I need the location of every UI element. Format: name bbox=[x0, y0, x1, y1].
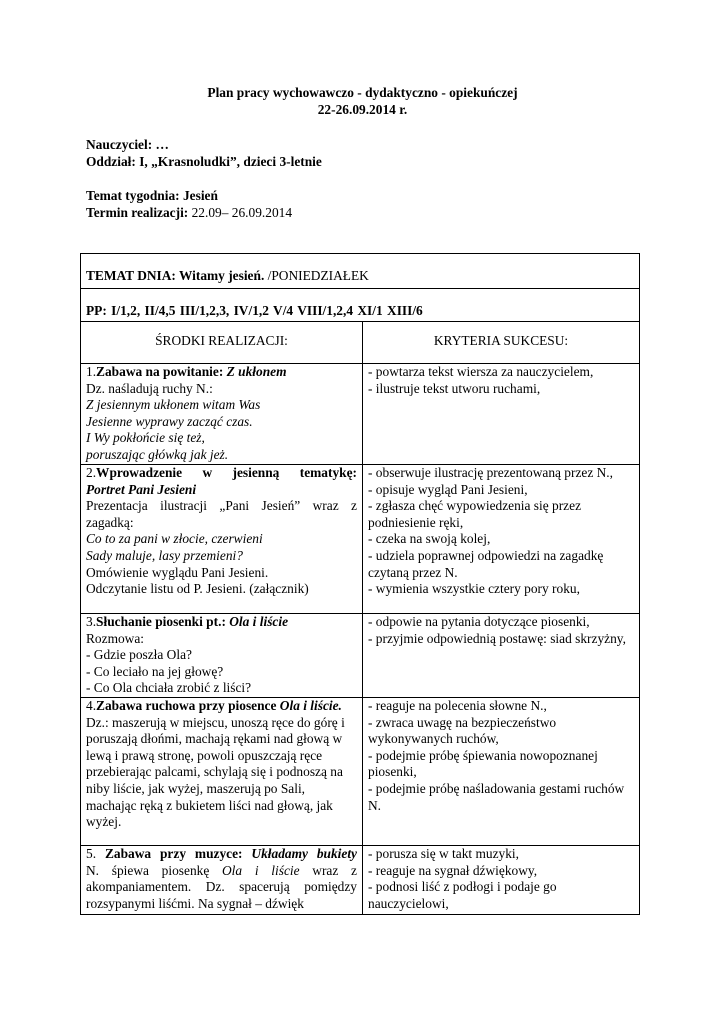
criterion: - podnosi liść z podłogi i podaje go nauczycielowi, bbox=[368, 879, 557, 911]
activity-title-italic: Ola i liście. bbox=[279, 698, 342, 713]
criterion: - powtarza tekst wiersza za nauczycielem, bbox=[368, 364, 594, 379]
poem-line: I Wy pokłońcie się też, bbox=[86, 430, 205, 446]
criterion: - reaguje na sygnał dźwiękowy, bbox=[368, 862, 538, 878]
activity-text: - Co leciało na jej głowę? bbox=[86, 663, 224, 679]
activity-title: Zabawa przy muzyce: bbox=[104, 846, 252, 861]
activity-text: - Gdzie poszła Ola? bbox=[86, 647, 192, 663]
table-row bbox=[81, 465, 640, 614]
table-row bbox=[81, 364, 640, 465]
activity-text: Dz.: maszerują w miejscu, unoszą ręce do górę i poruszają dłońmi, machają rękami nad głową w lewą i prawą stronę, powoli opuszczają ręce przebierając palcami, schylają się i podnoszą na niby liście, jak wyżej, maszerują po Sali, machając ręką z bukietem liści nad głową, jak wyżej. bbox=[86, 714, 345, 830]
activity-title: Wprowadzenie w jesienną tematykę: bbox=[96, 465, 357, 480]
term-line bbox=[86, 205, 292, 221]
term-value: 22.09– 26.09.2014 bbox=[188, 205, 293, 220]
poem-line: Sady maluje, lasy przemieni? bbox=[86, 547, 243, 563]
activity-text: - Co Ola chciała zrobić z liści? bbox=[86, 680, 252, 696]
week-topic: Temat tygodnia: Jesień bbox=[86, 188, 218, 203]
col-header-means: ŚRODKI REALIZACJI: bbox=[81, 322, 363, 364]
plan-table bbox=[80, 253, 640, 915]
criterion: - reaguje na polecenia słowne N., bbox=[368, 698, 547, 713]
activity-text-part: N. śpiewa piosenkę bbox=[86, 862, 223, 878]
col-header-criteria: KRYTERIA SUKCESU: bbox=[363, 322, 640, 364]
term-label: Termin realizacji: bbox=[86, 205, 189, 220]
criterion: - odpowie na pytania dotyczące piosenki, bbox=[368, 614, 590, 629]
activity-title-italic: Układamy bukiety bbox=[251, 846, 358, 861]
means-cell bbox=[81, 698, 363, 846]
activity-title-italic: Z ukłonem bbox=[226, 364, 287, 379]
pp-row bbox=[81, 289, 640, 322]
table-row bbox=[81, 614, 640, 698]
row-number: 3. bbox=[86, 614, 97, 629]
song-title: Ola i liście bbox=[222, 862, 300, 878]
day-topic-value: /PONIEDZIAŁEK bbox=[264, 268, 369, 283]
row-number: 4. bbox=[86, 698, 97, 713]
means-cell bbox=[81, 364, 363, 465]
poem-line: poruszając główką jak jeż. bbox=[86, 446, 229, 462]
day-topic-cell bbox=[81, 254, 640, 289]
plan-title: Plan pracy wychowawczo - dydaktyczno - opiekuńczej bbox=[207, 85, 518, 100]
means-cell bbox=[81, 846, 363, 915]
activity-text: Prezentacja ilustracji „Pani Jesień” wraz z bbox=[86, 498, 357, 514]
pp-cell: PP: I/1,2, II/4,5 III/1,2,3, IV/1,2 V/4 VIII/1,2,4 XI/1 XIII/6 bbox=[81, 289, 640, 322]
activity-text: Rozmowa: bbox=[86, 630, 145, 646]
criterion: - czeka na swoją kolej, bbox=[368, 531, 491, 547]
criteria-cell bbox=[363, 698, 640, 846]
activity-text bbox=[86, 863, 357, 913]
plan-date: 22-26.09.2014 r. bbox=[317, 102, 408, 117]
row-number: 1. bbox=[86, 364, 97, 379]
column-header-row bbox=[81, 322, 640, 364]
criterion: - podejmie próbę śpiewania nowopoznanej piosenki, bbox=[368, 747, 598, 780]
row-number: 5. bbox=[86, 846, 105, 861]
activity-text-part: wraz z akompaniamentem. Dz. spacerują pomiędzy rozsypanymi liśćmi. Na sygnał – dźwięk bbox=[86, 862, 357, 911]
poem-line: Co to za pani w złocie, czerwieni bbox=[86, 531, 263, 547]
criterion: - wymienia wszystkie cztery pory roku, bbox=[368, 581, 580, 597]
row-number: 2. bbox=[86, 465, 97, 480]
activity-text: Omówienie wyglądu Pani Jesieni. bbox=[86, 564, 269, 580]
activity-text: Dz. naśladują ruchy N.: bbox=[86, 380, 213, 396]
means-cell bbox=[81, 465, 363, 614]
activity-title: Zabawa na powitanie: bbox=[96, 364, 227, 379]
table-row bbox=[81, 698, 640, 846]
poem-line: Z jesiennym ukłonem witam Was bbox=[86, 397, 261, 413]
criteria-cell bbox=[363, 614, 640, 698]
group-line: Oddział: I, „Krasnoludki”, dzieci 3-letnie bbox=[86, 154, 322, 169]
criterion: - opisuje wygląd Pani Jesieni, bbox=[368, 481, 528, 497]
criterion: - obserwuje ilustrację prezentowaną przez N., bbox=[368, 465, 614, 480]
criteria-cell bbox=[363, 846, 640, 915]
criteria-cell bbox=[363, 465, 640, 614]
day-topic-row bbox=[81, 254, 640, 289]
criterion: - podejmie próbę naśladowania gestami ruchów N. bbox=[368, 780, 625, 813]
table-row bbox=[81, 846, 640, 915]
criterion: - przyjmie odpowiednią postawę: siad skrzyżny, bbox=[368, 630, 626, 646]
poem-line: Jesienne wyprawy zacząć czas. bbox=[86, 413, 253, 429]
activity-title-italic: Ola i liście bbox=[229, 614, 289, 629]
criterion: - udziela poprawnej odpowiedzi na zagadkę czytaną przez N. bbox=[368, 547, 604, 580]
activity-text: Odczytanie listu od P. Jesieni. (załącznik) bbox=[86, 581, 309, 597]
criterion: - ilustruje tekst utworu ruchami, bbox=[368, 380, 541, 396]
activity-title-italic: Portret Pani Jesieni bbox=[86, 481, 197, 497]
teacher-line: Nauczyciel: … bbox=[86, 137, 169, 152]
criterion: - zwraca uwagę na bezpieczeństwo wykonywanych ruchów, bbox=[368, 714, 557, 747]
activity-text: zagadką: bbox=[86, 514, 134, 530]
means-cell bbox=[81, 614, 363, 698]
activity-title: Zabawa ruchowa przy piosence bbox=[96, 698, 280, 713]
day-topic-label: TEMAT DNIA: Witamy jesień. bbox=[86, 268, 265, 283]
criteria-cell bbox=[363, 364, 640, 465]
criterion: - porusza się w takt muzyki, bbox=[368, 846, 519, 861]
activity-title: Słuchanie piosenki pt.: bbox=[96, 614, 230, 629]
criterion: - zgłasza chęć wypowiedzenia się przez podniesienie ręki, bbox=[368, 498, 582, 530]
